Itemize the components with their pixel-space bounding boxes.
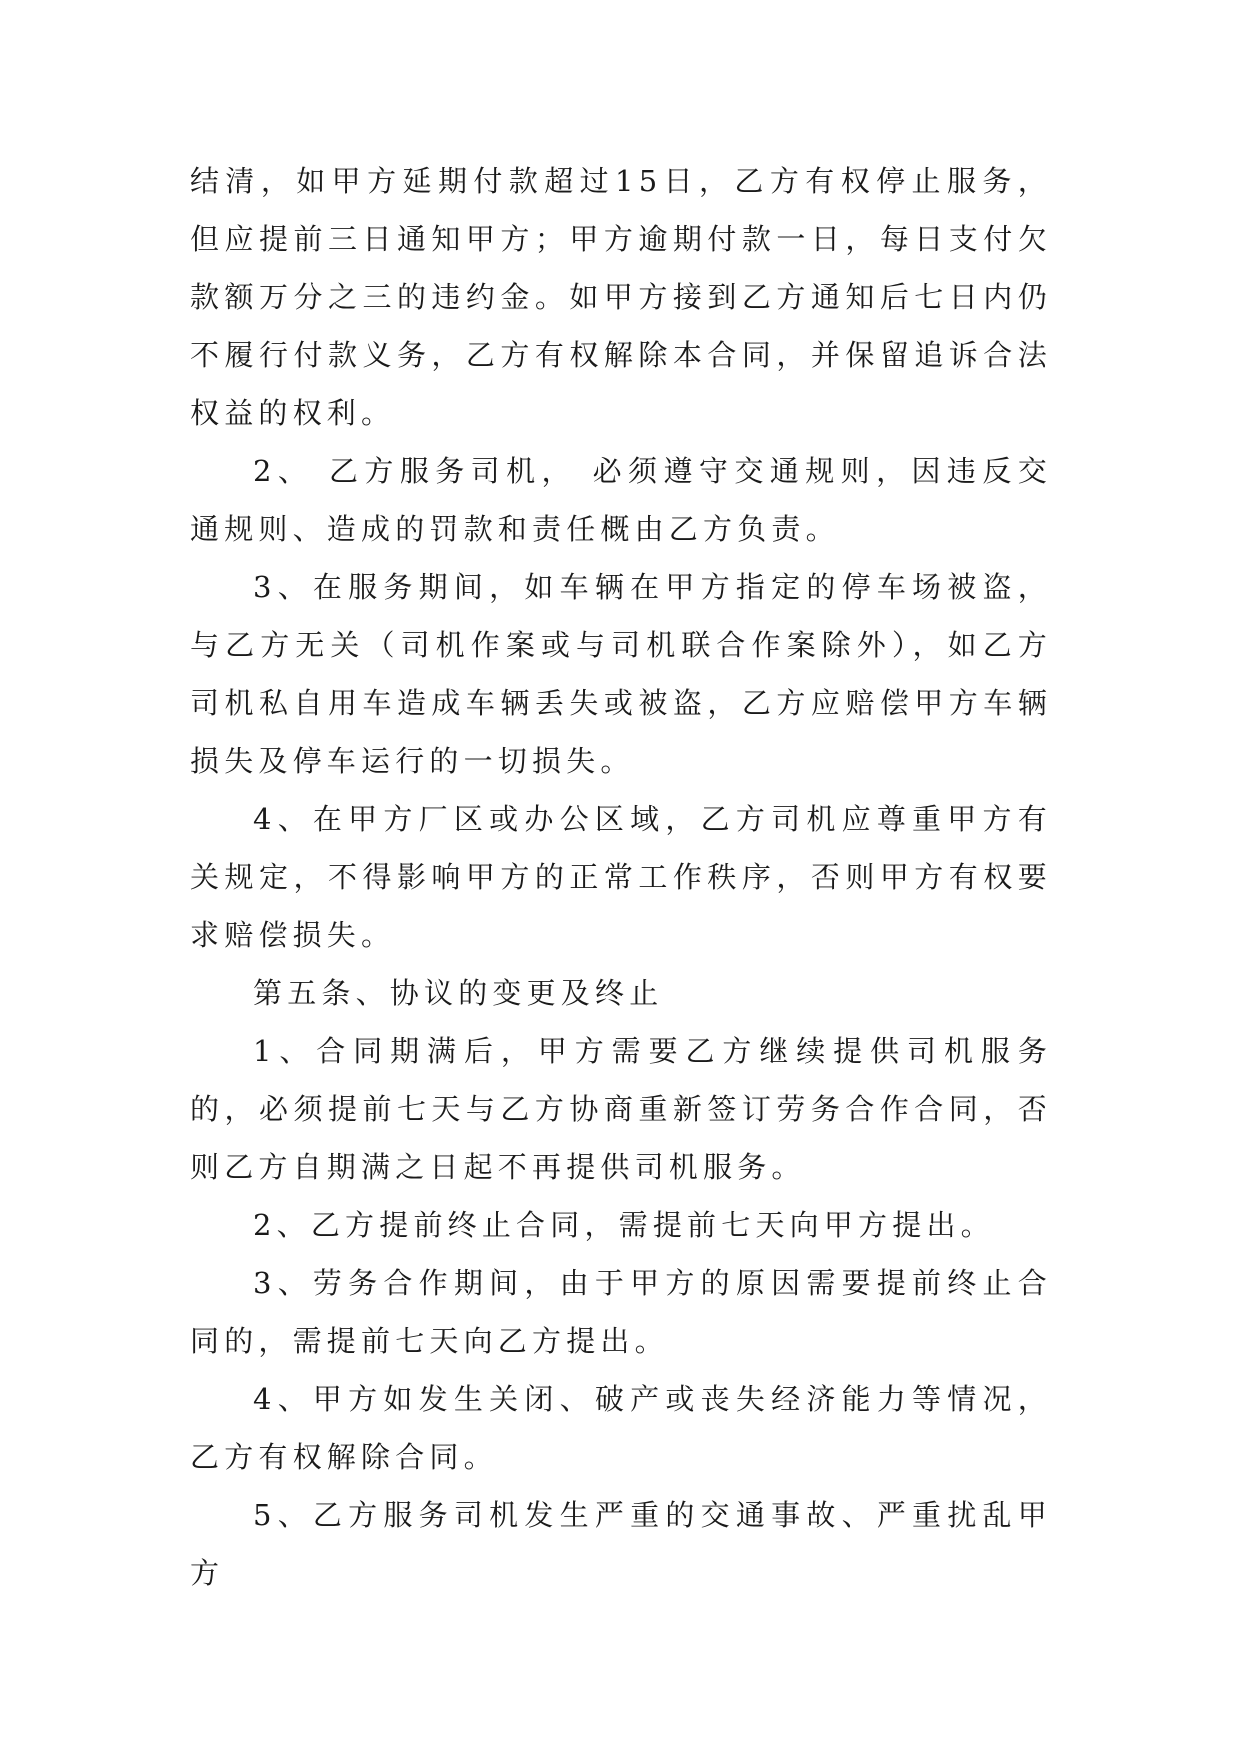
paragraph-item-3-vehicle-theft: 3、在服务期间，如车辆在甲方指定的停车场被盗，与乙方无关（司机作案或与司机联合作案除外），如乙方司机私自用车造成车辆丢失或被盗，乙方应赔偿甲方车辆损失及停车运行的一切损失。 xyxy=(190,570,1052,778)
paragraph-item-3-early-termination-party-a: 3、劳务合作期间，由于甲方的原因需要提前终止合同的，需提前七天向乙方提出。 xyxy=(190,1266,1052,1358)
paragraph-item-5-serious-accident: 5、乙方服务司机发生严重的交通事故、严重扰乱甲方 xyxy=(190,1498,1052,1590)
paragraph-item-1-renewal: 1、合同期满后，甲方需要乙方继续提供司机服务的，必须提前七天与乙方协商重新签订劳务合作合同，否则乙方自期满之日起不再提供司机服务。 xyxy=(190,1034,1052,1184)
paragraph-item-2-traffic-rules: 2、 乙方服务司机， 必须遵守交通规则，因违反交通规则、造成的罚款和责任概由乙方负责。 xyxy=(190,454,1052,546)
paragraph-item-2-early-termination-party-b: 2、乙方提前终止合同，需提前七天向甲方提出。 xyxy=(253,1208,995,1242)
document-body xyxy=(190,152,1052,1602)
paragraph-item-4-bankruptcy: 4、甲方如发生关闭、破产或丧失经济能力等情况，乙方有权解除合同。 xyxy=(190,1382,1052,1474)
section-heading-article-5: 第五条、协议的变更及终止 xyxy=(253,976,664,1010)
paragraph-item-4-workplace-rules: 4、在甲方厂区或办公区域，乙方司机应尊重甲方有关规定，不得影响甲方的正常工作秩序，否则甲方有权要求赔偿损失。 xyxy=(190,802,1052,952)
paragraph-payment-terms: 结清，如甲方延期付款超过15日，乙方有权停止服务，但应提前三日通知甲方；甲方逾期付款一日，每日支付欠款额万分之三的违约金。如甲方接到乙方通知后七日内仍不履行付款义务，乙方有权解除本合同，并保留追诉合法权益的权利。 xyxy=(190,164,1052,430)
